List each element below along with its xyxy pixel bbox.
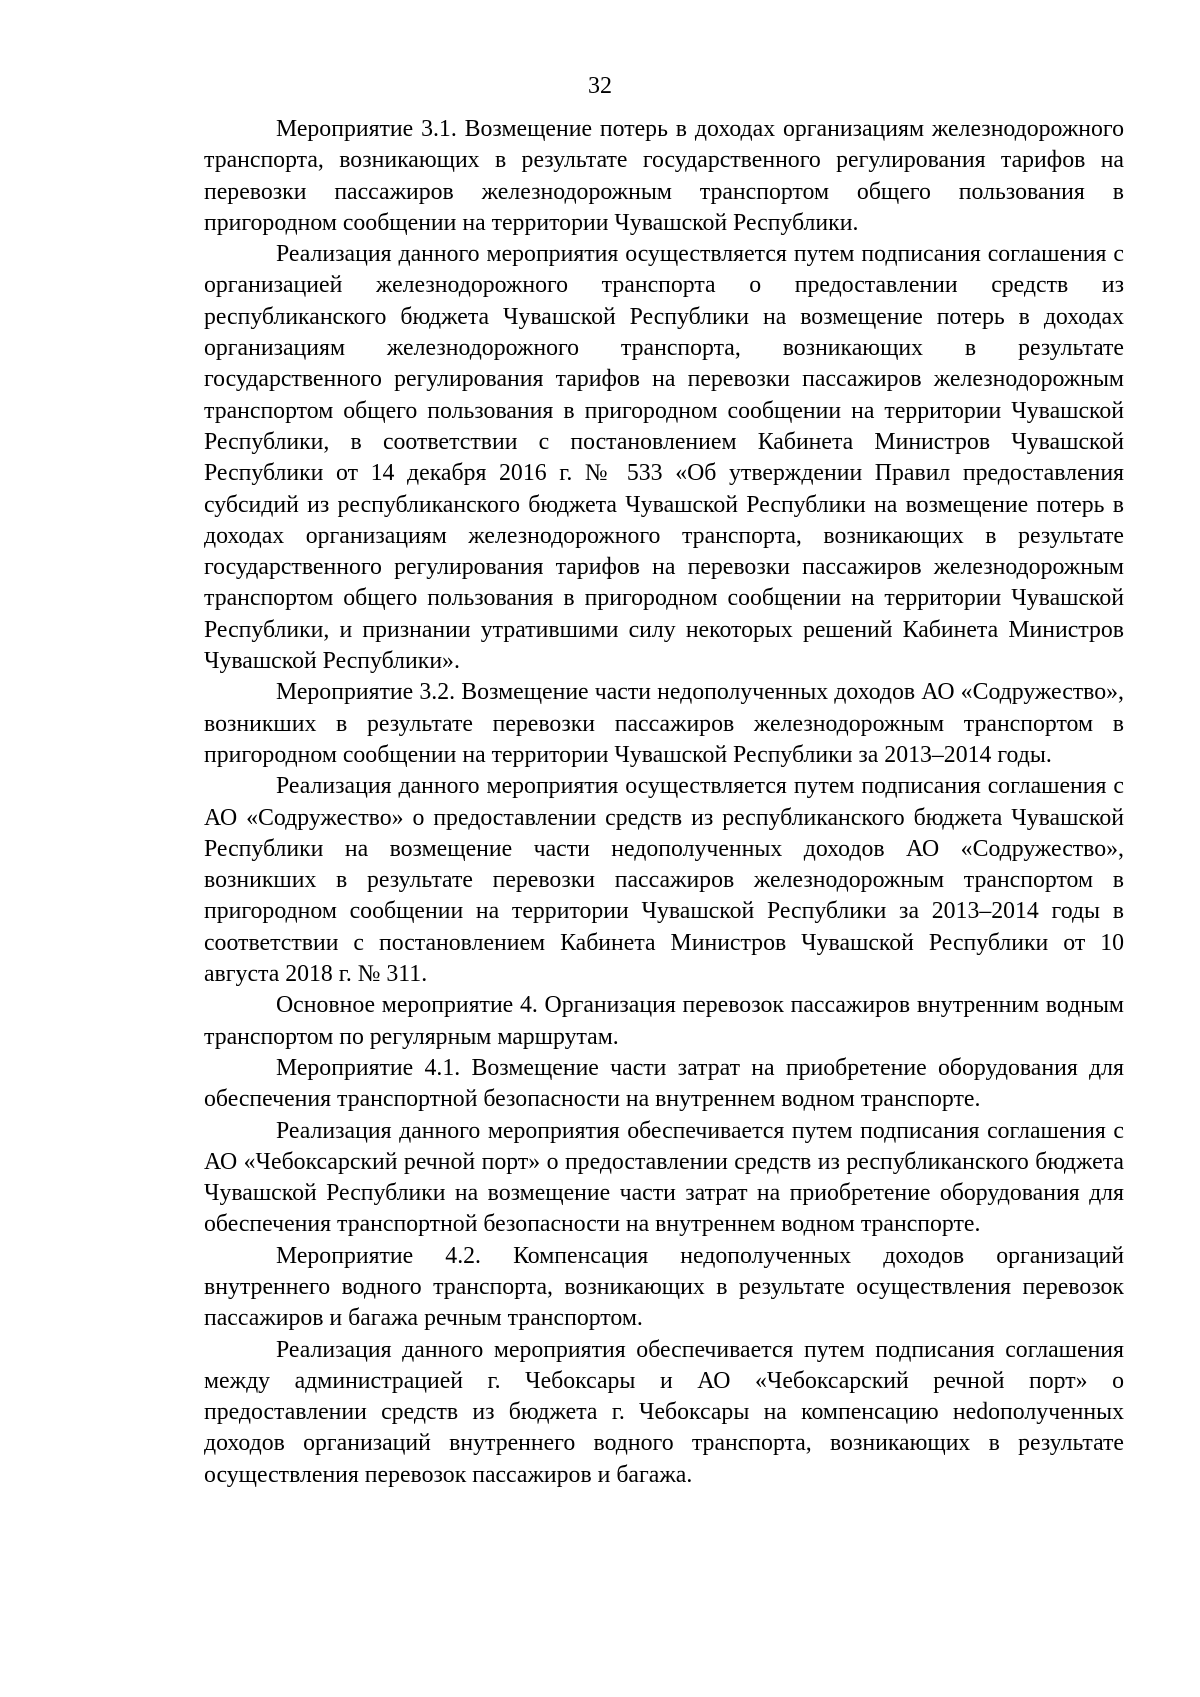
- paragraph-measure-3-2: Мероприятие 3.2. Возмещение части недополученных доходов АО «Содружество», возникших в результате перевозки пассажиров железнодорожным транспортом в пригородном сообщении на территории Чувашской Республики за 2013–2014 годы.: [204, 679, 1124, 768]
- paragraph-measure-3-1-implementation: Реализация данного мероприятия осуществляется путем подписания соглашения с организацией железнодорожного транспорта о предоставлении средств из республиканского бюджета Чувашской Республики на возмещение потерь в доходах организациям железнодорожного транспорта, возникающих в результате государственного регулирования тарифов на перевозки пассажиров железнодорожным транспортом общего пользования в пригородном сообщении на территории Чувашской Республики, в соответствии с постановлением Кабинета Министров Чувашской Республики от 14 декабря 2016 г. № 533 «Об утверждении Правил предоставления субсидий из республиканского бюджета Чувашской Республики на возмещение потерь в доходах организациям железнодорожного транспорта, возникающих в результате государственного регулирования тарифов на перевозки пассажиров железнодорожным транспортом общего пользования в пригородном сообщении на территории Чувашской Республики, и признании утратившими силу некоторых решений Кабинета Министров Чувашской Республики».: [204, 241, 1124, 675]
- paragraph-measure-4-1-implementation: Реализация данного мероприятия обеспечивается путем подписания соглашения с АО «Чебоксарский речной порт» о предоставлении средств из республиканского бюджета Чувашской Республики на возмещение части затрат на приобретение оборудования для обеспечения транспортной безопасности на внутреннем водном транспорте.: [204, 1117, 1124, 1238]
- paragraph-measure-4-2: Мероприятие 4.2. Компенсация недополученных доходов организаций внутреннего водного транспорта, возникающих в результате осуществления перевозок пассажиров и багажа речным транспортом.: [204, 1242, 1124, 1332]
- paragraph-measure-4-1: Мероприятие 4.1. Возмещение части затрат на приобретение оборудования для обеспечения транспортной безопасности на внутреннем водном транспорте.: [204, 1054, 1124, 1113]
- page-number: 32: [588, 73, 612, 99]
- paragraph-measure-3-2-implementation: Реализация данного мероприятия осуществляется путем подписания соглашения с АО «Содружество» о предоставлении средств из республиканского бюджета Чувашской Республики на возмещение части недополученных доходов АО «Содружество», возникших в результате перевозки пассажиров железнодорожным транспортом в пригородном сообщении на территории Чувашской Республики за 2013–2014 годы в соответствии с постановлением Кабинета Министров Чувашской Республики от 10 августа 2018 г. № 311.: [204, 773, 1124, 988]
- paragraph-main-measure-4: Основное мероприятие 4. Организация перевозок пассажиров внутренним водным транспортом по регулярным маршрутам.: [204, 992, 1124, 1050]
- paragraph-measure-3-1: Мероприятие 3.1. Возмещение потерь в доходах организациям железнодорожного транспорта, возникающих в результате государственного регулирования тарифов на перевозки пассажиров железнодорожным транспортом общего пользования в пригородном сообщении на территории Чувашской Республики.: [204, 116, 1124, 236]
- paragraph-measure-4-2-implementation: Реализация данного мероприятия обеспечивается путем подписания соглашения между администрацией г. Чебоксары и АО «Чебоксарский речной порт» о предоставлении средств из бюджета г. Чебоксары на компенсацию неdополученных доходов организаций внутреннего водного транспорта, возникающих в результате осуществления перевозок пассажиров и багажа.: [204, 1336, 1124, 1488]
- document-body: [204, 114, 1124, 1491]
